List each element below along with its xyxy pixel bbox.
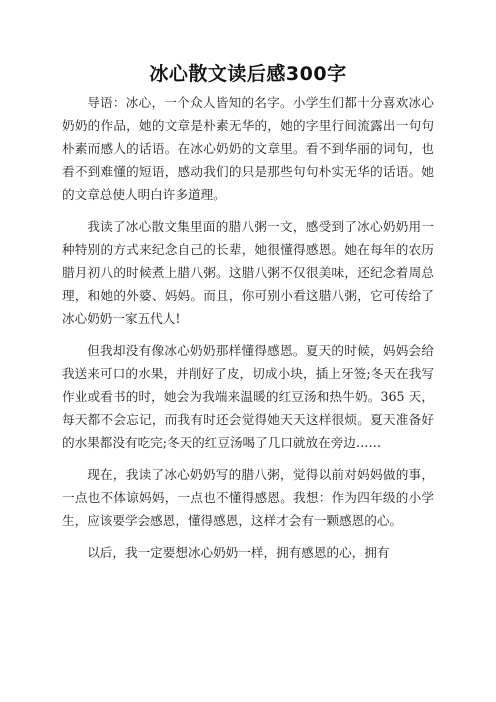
paragraph-reflection: 现在，我读了冰心奶奶写的腊八粥，觉得以前对妈妈做的事，一点也不体谅妈妈，一点也不懂得感恩。我想：作为四年级的小学生，应该要学会感恩，懂得感恩，这样才会有一颗感恩的心。 <box>62 467 434 528</box>
paragraph-intro: 导语：冰心，一个众人皆知的名字。小学生们都十分喜欢冰心奶奶的作品，她的文章是朴素无华的，她的字里行间流露出一句句朴素而感人的话语。在冰心奶奶的文章里。看不到华丽的词句，也看不到难懂的短语，感动我们的只是那些句句朴实无华的话语。她的文章总使人明白许多道理。 <box>62 95 434 202</box>
paragraph-laba-congee: 我读了冰心散文集里面的腊八粥一文，感受到了冰心奶奶用一种特别的方式来纪念自己的长辈，她很懂得感恩。她在每年的农历腊月初八的时候煮上腊八粥。这腊八粥不仅很美味，还纪念着周总理，和她的外婆、妈妈。而且，你可别小看这腊八粥，它可传给了冰心奶奶一家五代人! <box>62 219 434 326</box>
document-body <box>62 91 434 564</box>
paragraph-resolution: 以后，我一定要想冰心奶奶一样，拥有感恩的心，拥有 <box>87 545 390 560</box>
paragraph-mother-care: 但我却没有像冰心奶奶那样懂得感恩。夏天的时候，妈妈会给我送来可口的水果，并削好了皮，切成小块，插上牙签;冬天在我写作业或看书的时，她会为我端来温暖的红豆汤和热牛奶。365 天，每天都不会忘记，而我有时还会觉得她天天这样很烦。夏天准备好的水果都没有吃完;冬天的红豆汤喝了几口就放在旁边…… <box>62 343 434 450</box>
document-title: 冰心散文读后感300字 <box>149 63 347 85</box>
